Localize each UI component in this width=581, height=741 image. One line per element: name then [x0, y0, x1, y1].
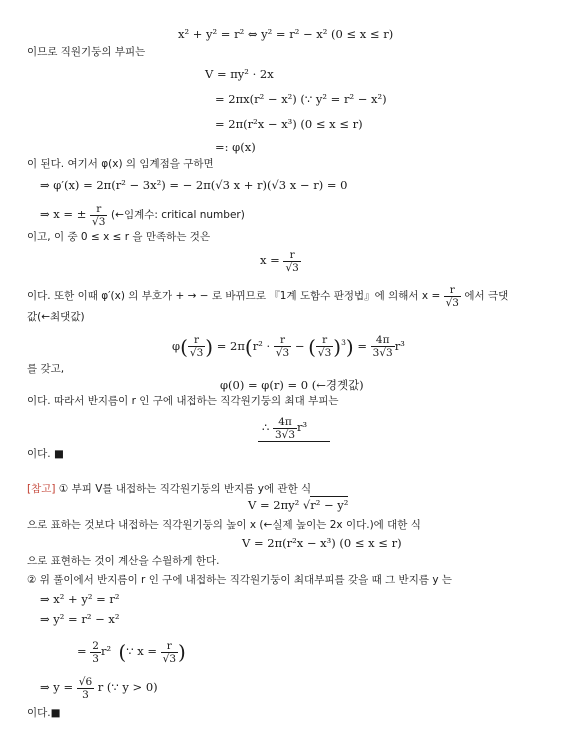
phi-cube-fraction — [316, 334, 333, 359]
derivative-eq: ⇒ φ′(x) = 2π(r² − 3x²) = − 2π(√3 x + r)(√3 x − r) = 0 — [40, 178, 348, 192]
boundary-values: φ(0) = φ(r) = 0 (←경곗값) — [220, 378, 364, 392]
phi-minus: − — [294, 338, 305, 353]
sign-change-fraction — [444, 284, 461, 309]
paren-close: ) — [205, 334, 214, 359]
phi-term-fraction — [274, 334, 291, 359]
text-critical-intro: 이 된다. 여기서 φ(x) 의 임계점을 구하면 — [27, 158, 214, 170]
radius-step-3 — [77, 636, 186, 666]
phi-result-r3: r³ — [394, 338, 405, 353]
two-thirds-fraction — [90, 640, 101, 665]
radius-den: 3 — [82, 688, 89, 701]
volume-eq-2: = 2πx(r² − x²) (∵ y² = r² − x²) — [215, 92, 387, 106]
answer-den: 3√3 — [274, 428, 296, 441]
radius-result-prefix: ⇒ y = — [40, 680, 74, 694]
phi-symbol: φ — [172, 338, 181, 353]
text-volume-intro: 이므로 직원기둥의 부피는 — [27, 46, 146, 58]
phi-term-den: √3 — [275, 347, 290, 360]
text-has: 를 갖고, — [27, 363, 65, 375]
note-eq-1-radicand: r² − y² — [310, 498, 349, 512]
phi-arg-den: √3 — [189, 347, 204, 360]
phi-result-den: 3√3 — [372, 347, 393, 360]
phi-cube-exp: 3 — [341, 338, 346, 347]
because-paren-close: ) — [178, 640, 186, 664]
paren-close-2: ) — [345, 334, 354, 359]
radius-result — [40, 672, 158, 702]
phi-result-fraction — [371, 334, 395, 359]
paren-close-3: ) — [333, 334, 342, 359]
x-value-prefix: x = — [260, 253, 280, 267]
therefore-symbol: ∴ — [262, 420, 270, 434]
phi-result-num: 4π — [371, 334, 395, 347]
phi-equals: = — [357, 338, 367, 353]
because-text: ∵ x = — [126, 644, 157, 658]
because-paren-open: ( — [118, 640, 127, 664]
note-line-2: 으로 표하는 것보다 내접하는 직각원기둥의 높이 x (←실제 높이는 2x 이다.)에 대한 식 — [27, 519, 421, 531]
phi-max-equation — [172, 326, 405, 363]
two-thirds-den: 3 — [92, 652, 99, 665]
radius-num: √6 — [78, 675, 93, 688]
critical-number-line — [40, 200, 245, 229]
note-line-3: 으로 표현하는 것이 계산을 수월하게 한다. — [27, 555, 220, 567]
x-value-line — [260, 246, 301, 274]
because-fraction — [161, 640, 178, 665]
phi-cube-den: √3 — [317, 347, 332, 360]
answer-underline — [258, 441, 330, 442]
paren-open-2: ( — [244, 334, 253, 359]
radius-step-2: ⇒ y² = r² − x² — [40, 612, 120, 626]
note-tag: [참고] — [27, 483, 56, 495]
note-line-4: ② 위 풀이에서 반지름이 r 인 구에 내접하는 직각원기둥이 최대부피를 갖을 때 그 반지름 y 는 — [27, 574, 453, 586]
critical-fraction-num: r — [90, 203, 107, 216]
sign-change-text: 이다. 또한 이때 φ′(x) 의 부호가 + → − 로 바뀌므로 『1계 도함수 판정법』에 의해서 x = — [27, 290, 441, 302]
phi-r2: r² · — [252, 338, 271, 353]
because-den: √3 — [162, 652, 176, 665]
x-value-num: r — [283, 249, 300, 262]
answer-r3: r³ — [297, 420, 308, 434]
circle-equation: x² + y² = r² ⇔ y² = r² − x² (0 ≤ x ≤ r) — [178, 27, 394, 41]
sign-change-num: r — [444, 284, 461, 297]
phi-arg-fraction — [188, 334, 205, 359]
critical-prefix: ⇒ x = ± — [40, 207, 87, 221]
paren-open: ( — [180, 334, 188, 359]
critical-fraction-den: √3 — [92, 215, 106, 228]
phi-arg-num: r — [188, 334, 205, 347]
note-eq-1-prefix: V = 2πy² — [248, 498, 300, 512]
volume-eq-1: V = πy² · 2x — [205, 67, 274, 81]
text-max-value: 값(←최댓값) — [27, 311, 85, 323]
x-value-den: √3 — [285, 261, 299, 274]
answer-num: 4π — [273, 416, 297, 429]
phi-mid: = 2π — [216, 338, 245, 353]
sign-change-post: 에서 극댓 — [464, 290, 509, 302]
volume-eq-4: =: φ(x) — [215, 140, 256, 154]
radius-step-3-r2: r² — [100, 644, 112, 658]
two-thirds-num: 2 — [92, 639, 99, 652]
text-condition: 이고, 이 중 0 ≤ x ≤ r 을 만족하는 것은 — [27, 231, 211, 243]
x-value-fraction — [283, 249, 300, 274]
note-line-1 — [27, 482, 311, 496]
sqrt-symbol: √ — [302, 498, 311, 512]
radius-fraction — [77, 676, 94, 701]
note-1-text: ① 부피 V를 내접하는 직각원기둥의 반지름 y에 관한 식 — [58, 483, 312, 495]
critical-fraction — [90, 203, 107, 228]
final-answer — [262, 412, 307, 442]
note-eq-1 — [248, 498, 348, 512]
radius-step-3-eq: = — [77, 644, 87, 658]
critical-note: (←임계수: critical number) — [111, 209, 245, 221]
text-conclusion: 이다. 따라서 반지름이 r 인 구에 내접하는 직각원기둥의 최대 부피는 — [27, 395, 339, 407]
paren-open-3: ( — [308, 334, 316, 359]
radius-step-1: ⇒ x² + y² = r² — [40, 592, 120, 606]
sign-change-den: √3 — [445, 296, 459, 309]
volume-eq-3: = 2π(r²x − x³) (0 ≤ x ≤ r) — [215, 117, 363, 131]
text-end-1: 이다. ■ — [27, 448, 64, 460]
phi-term-num: r — [274, 334, 291, 347]
phi-cube-num: r — [316, 334, 333, 347]
answer-fraction — [273, 416, 297, 441]
note-eq-2: V = 2π(r²x − x³) (0 ≤ x ≤ r) — [242, 536, 402, 550]
because-num: r — [161, 640, 178, 653]
text-sign-change — [27, 282, 508, 310]
text-end-2: 이다.■ — [27, 707, 61, 719]
radius-result-post: r (∵ y > 0) — [97, 680, 158, 694]
